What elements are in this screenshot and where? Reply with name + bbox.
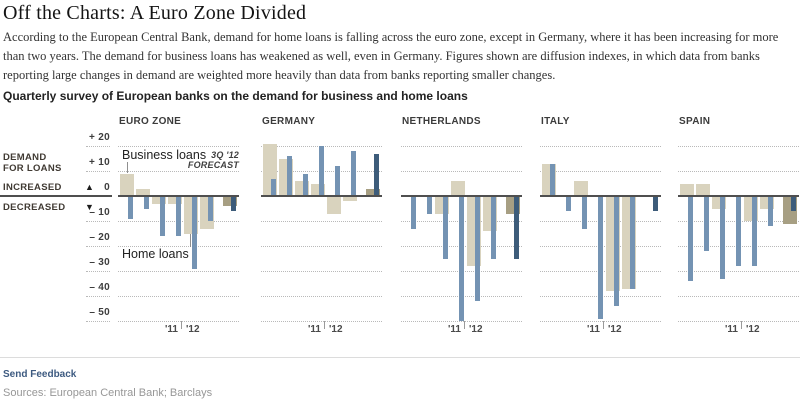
- gridline: [540, 171, 661, 172]
- chart-title: Quarterly survey of European banks on the demand for business and home loans: [3, 89, 468, 103]
- home-annotation-leader: [190, 234, 191, 247]
- panel-title: GERMANY: [262, 116, 316, 127]
- year-label-11: '11: [448, 324, 461, 335]
- demand-label-line2: FOR LOANS: [3, 163, 62, 174]
- home-loans-bar: [720, 196, 725, 279]
- panel-title: EURO ZONE: [119, 116, 182, 127]
- panel-title: ITALY: [541, 116, 570, 127]
- gridline: [540, 146, 661, 147]
- axis-tick-gridline: [86, 296, 110, 297]
- year-label-11: '11: [308, 324, 321, 335]
- axis-tick-label: 0: [104, 182, 110, 193]
- home-loans-bar: [791, 196, 796, 211]
- home-loans-bar: [514, 196, 519, 259]
- home-loans-bar: [208, 196, 213, 221]
- home-loans-bar: [443, 196, 448, 259]
- home-loans-bar: [752, 196, 757, 266]
- chart-panel-germany: [261, 112, 382, 344]
- chart-panel-netherlands: [401, 112, 522, 344]
- gridline: [401, 321, 522, 322]
- business-loans-bar: [327, 196, 341, 214]
- home-loans-bar: [374, 154, 379, 197]
- demand-for-loans-label: [3, 152, 62, 174]
- zero-line: [401, 195, 522, 197]
- axis-tick-gridline: [86, 146, 110, 147]
- zero-line: [678, 195, 799, 197]
- home-loans-bar: [630, 196, 635, 289]
- gridline: [118, 271, 239, 272]
- home-loans-bar: [688, 196, 693, 281]
- year-divider-tick: [464, 321, 465, 329]
- axis-tick-label: – 50: [89, 307, 110, 318]
- home-loans-annotation: Home loans: [122, 247, 189, 261]
- gridline: [401, 146, 522, 147]
- panel-title: NETHERLANDS: [402, 116, 481, 127]
- year-label-11: '11: [587, 324, 600, 335]
- home-loans-bar: [427, 196, 432, 214]
- article-description: According to the European Central Bank, demand for home loans is falling across the euro zone, except in Germany, where it has been increasing for more than two years. The demand for business loans has weakened as well, even in Germany. Figures shown are diffusion indexes, in which data from banks reporting large changes in demand are weighted more heavily than data from banks reporting smaller changes.: [3, 30, 779, 82]
- year-label-11: '11: [165, 324, 178, 335]
- gridline: [261, 296, 382, 297]
- gridline: [678, 146, 799, 147]
- home-loans-bar: [653, 196, 658, 211]
- panel-title: SPAIN: [679, 116, 711, 127]
- home-loans-bar: [598, 196, 603, 319]
- home-loans-bar: [736, 196, 741, 266]
- increased-arrow-icon: ▲: [85, 182, 95, 192]
- gridline: [261, 221, 382, 222]
- forecast-annotation-line2: FORECAST: [187, 160, 239, 170]
- axis-tick-label: + 20: [89, 132, 110, 143]
- gridline: [118, 296, 239, 297]
- year-label-12: '12: [608, 324, 622, 335]
- send-feedback-link[interactable]: Send Feedback: [3, 369, 77, 380]
- year-label-12: '12: [186, 324, 200, 335]
- year-divider-tick: [741, 321, 742, 329]
- chart-panel-italy: [540, 112, 661, 344]
- business-annotation-leader: [127, 162, 128, 173]
- chart-panel-euro-zone: [118, 112, 239, 344]
- axis-tick-gridline: [86, 171, 110, 172]
- year-divider-tick: [324, 321, 325, 329]
- home-loans-bar: [231, 196, 236, 211]
- sources-line: Sources: European Central Bank; Barclays: [3, 387, 213, 399]
- decreased-text: DECREASED: [3, 202, 66, 213]
- business-loans-bar: [574, 181, 588, 196]
- gridline: [540, 321, 661, 322]
- home-loans-bar: [351, 151, 356, 196]
- home-loans-bar: [491, 196, 496, 259]
- year-label-11: '11: [725, 324, 738, 335]
- zero-line-axis: [0, 195, 112, 197]
- year-label-12: '12: [469, 324, 483, 335]
- footer-divider: [0, 357, 800, 358]
- home-loans-bar: [271, 179, 276, 197]
- home-loans-bar: [550, 164, 555, 197]
- home-loans-bar: [128, 196, 133, 219]
- axis-tick-label: – 20: [89, 232, 110, 243]
- home-loans-bar: [459, 196, 464, 321]
- chart-region: [0, 112, 800, 344]
- home-loans-bar: [287, 156, 292, 196]
- gridline: [678, 171, 799, 172]
- axis-tick-label: – 10: [89, 207, 110, 218]
- axis-tick-gridline: [86, 246, 110, 247]
- home-loans-bar: [319, 146, 324, 196]
- page-title: Off the Charts: A Euro Zone Divided: [3, 2, 307, 24]
- zero-line: [261, 195, 382, 197]
- home-loans-bar: [704, 196, 709, 251]
- forecast-annotation-line1: 3Q '12: [211, 150, 239, 160]
- increased-text: INCREASED: [3, 182, 62, 193]
- demand-label-line1: DEMAND: [3, 152, 47, 163]
- business-loans-bar: [120, 174, 134, 197]
- year-label-12: '12: [329, 324, 343, 335]
- home-loans-bar: [335, 166, 340, 196]
- home-loans-bar: [192, 196, 197, 269]
- decreased-label: [3, 202, 95, 213]
- gridline: [678, 296, 799, 297]
- gridline: [118, 171, 239, 172]
- home-loans-bar: [160, 196, 165, 236]
- home-loans-bar: [614, 196, 619, 306]
- year-label-12: '12: [746, 324, 760, 335]
- chart-panel-spain: [678, 112, 799, 344]
- decreased-arrow-icon: ▼: [85, 202, 95, 212]
- zero-line: [540, 195, 661, 197]
- axis-tick-gridline: [86, 321, 110, 322]
- gridline: [678, 271, 799, 272]
- year-divider-tick: [181, 321, 182, 329]
- axis-tick-label: – 30: [89, 257, 110, 268]
- year-divider-tick: [603, 321, 604, 329]
- home-loans-bar: [144, 196, 149, 209]
- home-loans-bar: [475, 196, 480, 301]
- home-loans-bar: [176, 196, 181, 236]
- gridline: [261, 271, 382, 272]
- increased-label: [3, 182, 95, 193]
- axis-tick-gridline: [86, 221, 110, 222]
- axis-tick-gridline: [86, 271, 110, 272]
- home-loans-bar: [582, 196, 587, 229]
- gridline: [261, 321, 382, 322]
- axis-tick-label: + 10: [89, 157, 110, 168]
- business-loans-annotation: Business loans: [122, 148, 207, 162]
- forecast-annotation: [177, 150, 239, 170]
- zero-line: [118, 195, 239, 197]
- gridline: [678, 321, 799, 322]
- gridline: [261, 246, 382, 247]
- home-loans-bar: [411, 196, 416, 229]
- axis-tick-label: – 40: [89, 282, 110, 293]
- home-loans-bar: [768, 196, 773, 226]
- gridline: [401, 171, 522, 172]
- home-loans-bar: [566, 196, 571, 211]
- home-loans-bar: [303, 174, 308, 197]
- business-loans-bar: [451, 181, 465, 196]
- gridline: [118, 146, 239, 147]
- gridline: [118, 321, 239, 322]
